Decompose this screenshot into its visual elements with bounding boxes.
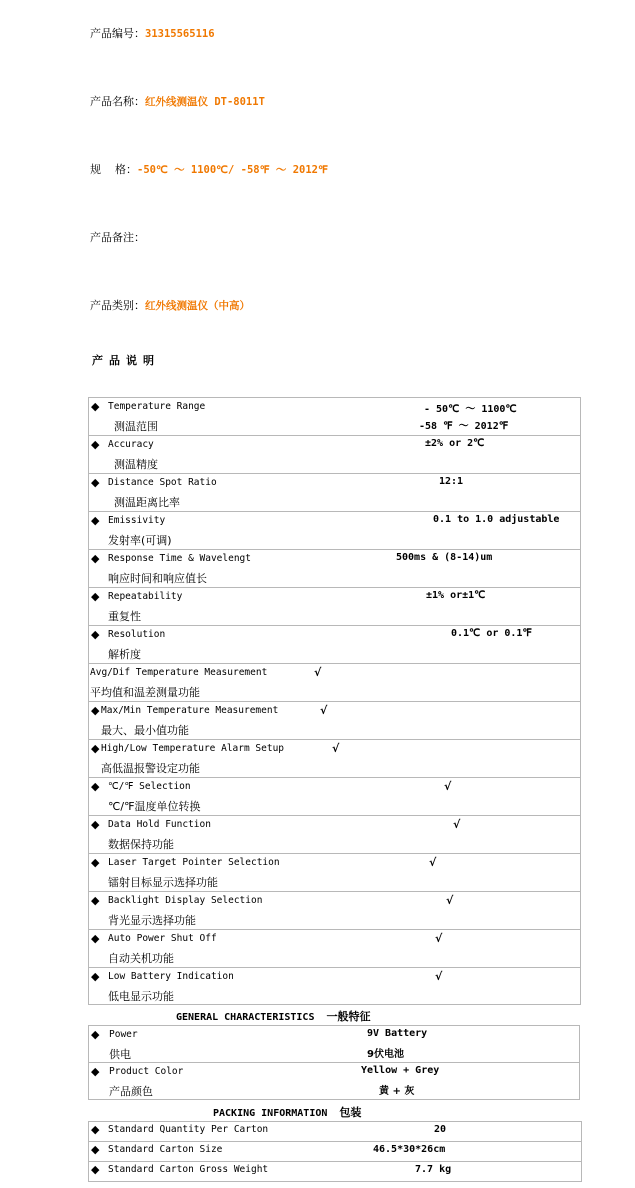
checkmark-icon: √ <box>320 704 328 717</box>
feature-name-zh: 镭射目标显示选择功能 <box>108 876 218 889</box>
table-cell <box>89 740 581 778</box>
table-row <box>89 1162 582 1182</box>
feature-name-zh: 低电显示功能 <box>108 990 174 1003</box>
feature-name-zh: 发射率(可调) <box>108 534 172 547</box>
feature-value-alt: -58 ℉ ～ 2012℉ <box>419 421 509 432</box>
feature-name-en: High/Low Temperature Alarm Setup <box>101 743 285 754</box>
feature-name-zh: 数据保持功能 <box>108 838 174 851</box>
feature-name-zh: 背光显示选择功能 <box>108 914 196 927</box>
feature-name-zh: 测温距离比率 <box>114 496 180 509</box>
checkmark-icon: √ <box>314 666 322 679</box>
feature-name-en: Temperature Range <box>108 401 206 412</box>
table-cell <box>89 778 581 816</box>
table-row <box>89 1142 582 1162</box>
feature-name-en: Emissivity <box>108 515 166 526</box>
feature-name-en: Resolution <box>108 629 166 640</box>
table-cell <box>89 930 581 968</box>
section-title: 产品说明 <box>92 354 160 367</box>
feature-item <box>89 968 580 1004</box>
feature-name-en: Repeatability <box>108 591 183 602</box>
general-name-zh: 产品颜色 <box>109 1085 153 1098</box>
checkmark-icon: √ <box>444 780 452 793</box>
table-cell <box>89 1162 582 1182</box>
checkmark-icon: √ <box>435 970 443 983</box>
feature-name-en: Distance Spot Ratio <box>108 477 217 488</box>
table-row <box>89 930 581 968</box>
table-cell <box>89 854 581 892</box>
table-cell <box>89 436 581 474</box>
product-name-value: 红外线测温仪 DT-8011T <box>145 96 265 108</box>
bullet-diamond-icon: ◆ <box>91 476 100 489</box>
general-table <box>88 1025 580 1100</box>
feature-item <box>89 512 580 549</box>
general-name-en: Product Color <box>109 1066 184 1077</box>
table-cell <box>89 1026 580 1063</box>
feature-value: - 50℃ ～ 1100℃ <box>424 404 517 415</box>
packing-value: 7.7 kg <box>415 1164 452 1175</box>
feature-name-zh: 响应时间和响应值长 <box>108 572 207 585</box>
feature-name-en: ℃/℉ Selection <box>108 781 191 792</box>
feature-name-en: Avg/Dif Temperature Measurement <box>90 667 268 678</box>
bullet-diamond-icon: ◆ <box>91 438 100 451</box>
product-code-line <box>90 25 215 41</box>
feature-name-zh: 重复性 <box>108 610 141 623</box>
checkmark-icon: √ <box>429 856 437 869</box>
product-category-label: 产品类别： <box>90 299 145 312</box>
feature-name-en: Max/Min Temperature Measurement <box>101 705 279 716</box>
product-note-line <box>90 229 145 245</box>
table-row <box>89 854 581 892</box>
feature-name-en: Laser Target Pointer Selection <box>108 857 280 868</box>
table-cell <box>89 816 581 854</box>
table-row <box>89 664 581 702</box>
feature-value: 500ms & (8-14)um <box>396 552 493 563</box>
feature-item <box>89 474 580 511</box>
bullet-diamond-icon: ◆ <box>91 552 100 565</box>
table-row <box>89 398 581 436</box>
feature-name-zh: ℃/℉温度单位转换 <box>108 800 201 813</box>
product-category-value: 红外线测温仪（中高） <box>145 300 250 312</box>
feature-name-zh: 平均值和温差测量功能 <box>90 686 200 699</box>
bullet-diamond-icon: ◆ <box>91 1143 100 1156</box>
table-cell <box>89 664 581 702</box>
bullet-diamond-icon: ◆ <box>91 932 100 945</box>
general-value: Yellow + Grey <box>361 1065 440 1076</box>
feature-name-zh: 自动关机功能 <box>108 952 174 965</box>
packing-item <box>89 1122 581 1141</box>
feature-name-zh: 解析度 <box>108 648 141 661</box>
feature-item <box>89 664 580 701</box>
general-name-zh: 供电 <box>109 1048 131 1061</box>
feature-item <box>89 702 580 739</box>
feature-name-zh: 测温范围 <box>114 420 158 433</box>
bullet-diamond-icon: ◆ <box>91 704 100 717</box>
table-cell <box>89 398 581 436</box>
packing-header <box>213 1104 361 1120</box>
feature-name-en: Data Hold Function <box>108 819 211 830</box>
general-header <box>176 1008 370 1024</box>
product-spec-label: 规 格： <box>90 163 137 176</box>
packing-title-en: PACKING INFORMATION <box>213 1108 328 1119</box>
table-cell <box>89 512 581 550</box>
table-cell <box>89 588 581 626</box>
packing-item <box>89 1142 581 1161</box>
table-cell <box>89 892 581 930</box>
product-note-label: 产品备注： <box>90 231 145 244</box>
checkmark-icon: √ <box>446 894 454 907</box>
feature-item <box>89 740 580 777</box>
product-code-label: 产品编号： <box>90 27 145 40</box>
bullet-diamond-icon: ◆ <box>91 1065 100 1078</box>
feature-name-en: Accuracy <box>108 439 154 450</box>
feature-item <box>89 816 580 853</box>
general-title-en: GENERAL CHARACTERISTICS <box>176 1012 315 1023</box>
feature-item <box>89 892 580 929</box>
table-row <box>89 588 581 626</box>
product-category-line <box>90 297 250 313</box>
feature-item <box>89 398 580 435</box>
general-value-zh: 9伏电池 <box>367 1049 404 1060</box>
bullet-diamond-icon: ◆ <box>91 742 100 755</box>
packing-value: 46.5*30*26cm <box>373 1144 446 1155</box>
table-row <box>89 1063 580 1100</box>
product-code-value: 31315565116 <box>145 28 215 40</box>
bullet-diamond-icon: ◆ <box>91 780 100 793</box>
general-item <box>89 1063 579 1099</box>
feature-value: 0.1 to 1.0 adjustable <box>433 514 560 525</box>
feature-name-zh: 最大、最小值功能 <box>101 724 189 737</box>
table-row <box>89 740 581 778</box>
table-row <box>89 968 581 1005</box>
table-row <box>89 816 581 854</box>
product-spec-line <box>90 161 328 177</box>
feature-item <box>89 550 580 587</box>
table-row <box>89 474 581 512</box>
feature-name-en: Response Time & Wavelengt <box>108 553 251 564</box>
table-cell <box>89 702 581 740</box>
table-row <box>89 550 581 588</box>
feature-item <box>89 626 580 663</box>
table-row <box>89 512 581 550</box>
table-cell <box>89 968 581 1005</box>
feature-value: 0.1℃ or 0.1℉ <box>451 628 532 639</box>
general-title-zh: 一般特征 <box>326 1010 371 1023</box>
checkmark-icon: √ <box>332 742 340 755</box>
feature-value: ±2% or 2℃ <box>425 438 485 449</box>
bullet-diamond-icon: ◆ <box>91 894 100 907</box>
bullet-diamond-icon: ◆ <box>91 1163 100 1176</box>
product-spec-value: -50℃ ～ 1100℃/ -58℉ ～ 2012℉ <box>137 164 328 176</box>
feature-item <box>89 436 580 473</box>
packing-value: 20 <box>434 1124 447 1135</box>
feature-name-en: Auto Power Shut Off <box>108 933 217 944</box>
bullet-diamond-icon: ◆ <box>91 856 100 869</box>
bullet-diamond-icon: ◆ <box>91 1123 100 1136</box>
product-name-line <box>90 93 265 109</box>
general-value-zh: 黄 + 灰 <box>379 1086 415 1097</box>
feature-item <box>89 854 580 891</box>
general-item <box>89 1026 579 1062</box>
table-row <box>89 1026 580 1063</box>
table-cell <box>89 626 581 664</box>
bullet-diamond-icon: ◆ <box>91 514 100 527</box>
feature-name-en: Backlight Display Selection <box>108 895 263 906</box>
feature-item <box>89 588 580 625</box>
packing-name-en: Standard Carton Gross Weight <box>108 1164 269 1175</box>
table-row <box>89 1122 582 1142</box>
table-row <box>89 702 581 740</box>
packing-name-en: Standard Carton Size <box>108 1144 223 1155</box>
table-cell <box>89 474 581 512</box>
checkmark-icon: √ <box>435 932 443 945</box>
packing-name-en: Standard Quantity Per Carton <box>108 1124 269 1135</box>
bullet-diamond-icon: ◆ <box>91 590 100 603</box>
bullet-diamond-icon: ◆ <box>91 970 100 983</box>
table-cell <box>89 1142 582 1162</box>
bullet-diamond-icon: ◆ <box>91 1028 100 1041</box>
feature-value: 12:1 <box>439 476 464 487</box>
feature-item <box>89 930 580 967</box>
table-row <box>89 778 581 816</box>
feature-name-zh: 高低温报警设定功能 <box>101 762 200 775</box>
feature-item <box>89 778 580 815</box>
features-table <box>88 397 581 1005</box>
product-name-label: 产品名称： <box>90 95 145 108</box>
general-name-en: Power <box>109 1029 138 1040</box>
feature-name-zh: 测温精度 <box>114 458 158 471</box>
table-row <box>89 626 581 664</box>
table-cell <box>89 1122 582 1142</box>
table-cell <box>89 1063 580 1100</box>
table-row <box>89 436 581 474</box>
feature-name-en: Low Battery Indication <box>108 971 234 982</box>
table-cell <box>89 550 581 588</box>
packing-table <box>88 1121 582 1182</box>
packing-item <box>89 1162 581 1181</box>
bullet-diamond-icon: ◆ <box>91 400 100 413</box>
checkmark-icon: √ <box>453 818 461 831</box>
bullet-diamond-icon: ◆ <box>91 818 100 831</box>
packing-title-zh: 包装 <box>339 1106 362 1119</box>
feature-value: ±1% or±1℃ <box>426 590 486 601</box>
table-row <box>89 892 581 930</box>
general-value: 9V Battery <box>367 1028 428 1039</box>
bullet-diamond-icon: ◆ <box>91 628 100 641</box>
